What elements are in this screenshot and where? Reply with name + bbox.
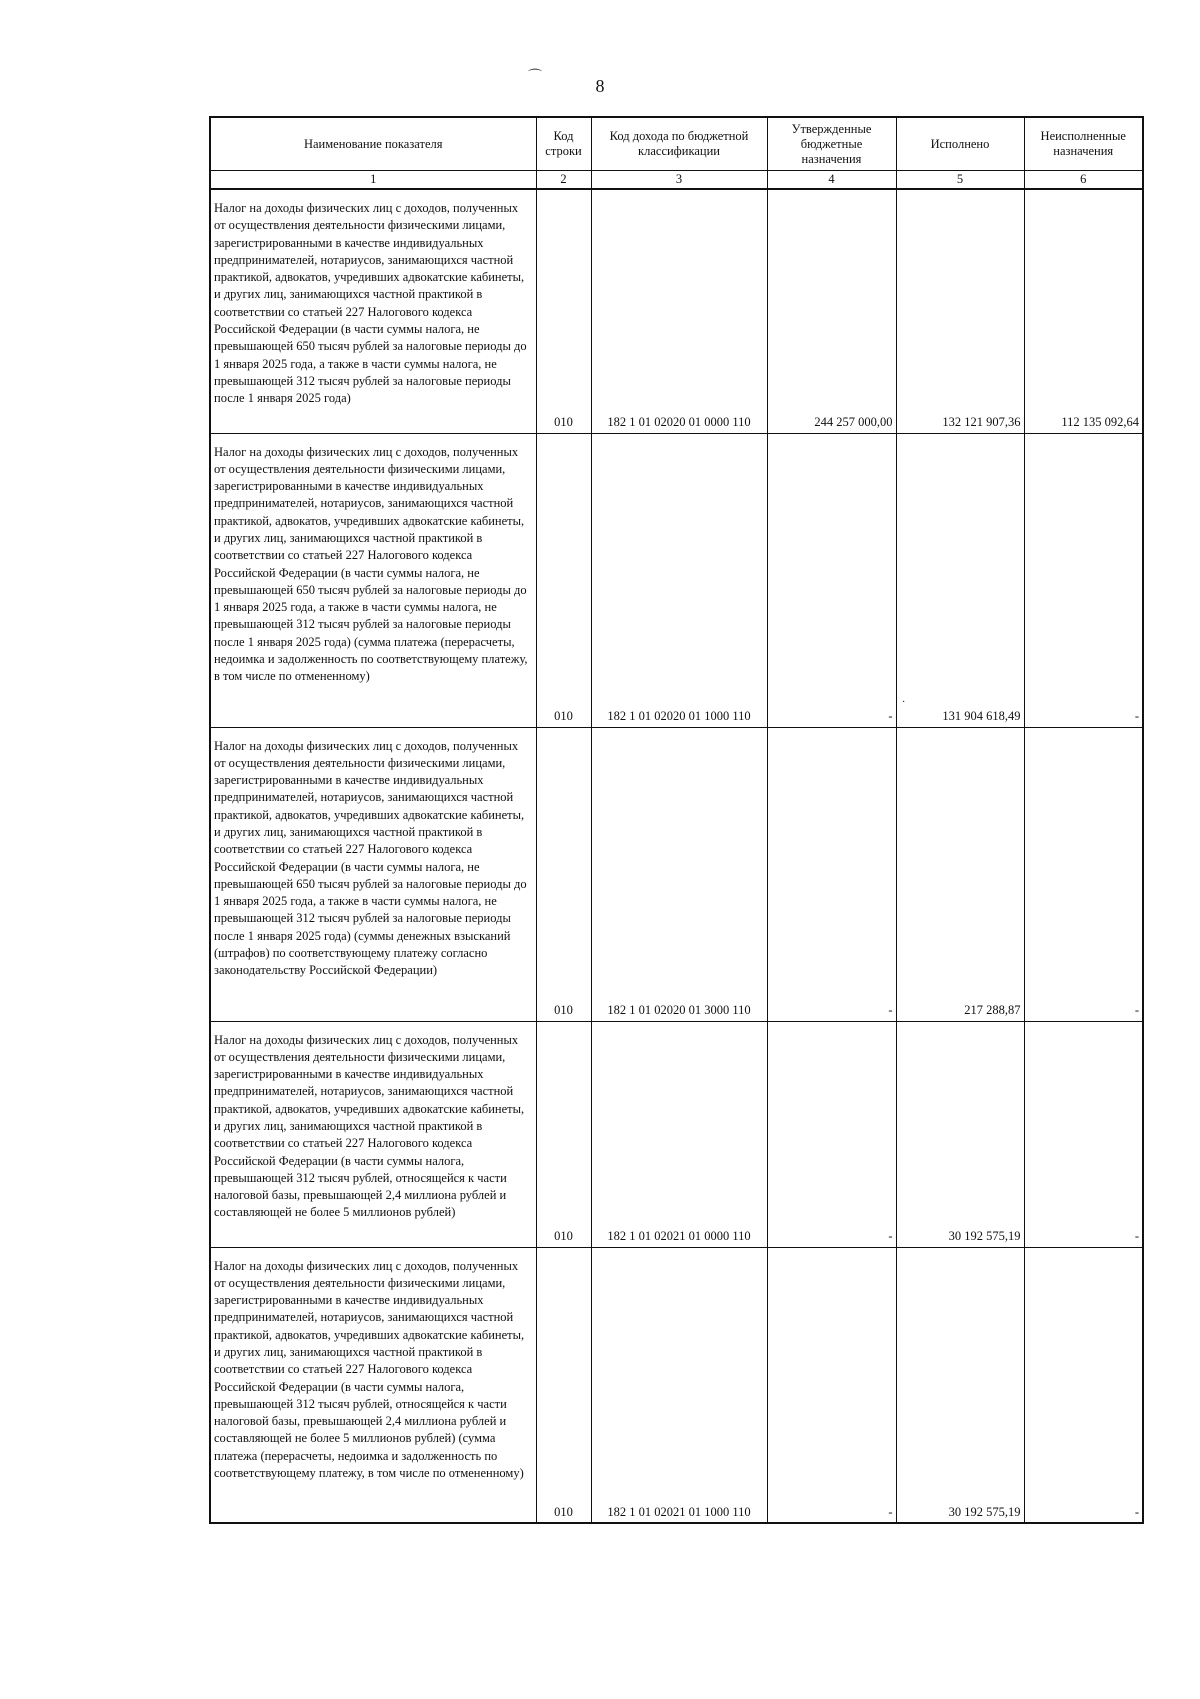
indicator-name-cell: Налог на доходы физических лиц с доходов, полученных от осуществления деятельности физическими лицами, зарегистрированными в качестве индивидуальных предпринимателей, нотариусов, занимающихся частной практикой, адвокатов, учредивших адвокатские кабинеты, и других лиц, занимающихся частной практикой в соответствии со статьей 227 Налогового кодекса Российской Федерации (в части суммы налога, не превышающей 650 тысяч рублей за налоговые периоды до 1 января 2025 года, а также в части суммы налога, не превышающей 312 тысяч рублей за налоговые периоды после 1 января 2025 года) (суммы денежных взысканий (штрафов) по соответствующему платежу согласно законодательству Российской Федерации): [210, 727, 536, 1021]
column-number: 2: [536, 171, 591, 190]
indicator-name-cell: Налог на доходы физических лиц с доходов, полученных от осуществления деятельности физическими лицами, зарегистрированными в качестве индивидуальных предпринимателей, нотариусов, занимающихся частной практикой, адвокатов, учредивших адвокатские кабинеты, и других лиц, занимающихся частной практикой в соответствии со статьей 227 Налогового кодекса Российской Федерации (в части суммы налога, превышающей 312 тысяч рублей, относящейся к части налоговой базы, превышающей 2,4 миллиона рублей и составляющей не более 5 миллионов рублей) (сумма платежа (перерасчеты, недоимка и задолженность по соответствующему платежу, в том числе по отмененному): [210, 1247, 536, 1523]
table-row: [210, 1247, 1143, 1523]
page-number: 8: [595, 76, 605, 96]
income-code-cell: 182 1 01 02020 01 0000 110: [591, 189, 767, 433]
approved-cell: -: [767, 727, 896, 1021]
executed-cell: 30 192 575,19: [896, 1247, 1024, 1523]
indicator-name-cell: Налог на доходы физических лиц с доходов, полученных от осуществления деятельности физическими лицами, зарегистрированными в качестве индивидуальных предпринимателей, нотариусов, занимающихся частной практикой, адвокатов, учредивших адвокатские кабинеты, и других лиц, занимающихся частной практикой в соответствии со статьей 227 Налогового кодекса Российской Федерации (в части суммы налога, не превышающей 650 тысяч рублей за налоговые периоды до 1 января 2025 года, а также в части суммы налога, не превышающей 312 тысяч рублей за налоговые периоды после 1 января 2025 года) (сумма платежа (перерасчеты, недоимка и задолженность по соответствующему платежу, в том числе по отмененному): [210, 433, 536, 727]
header-approved: Утвержденные бюджетные назначения: [767, 117, 896, 171]
table-row: [210, 1021, 1143, 1247]
income-code-cell: 182 1 01 02021 01 0000 110: [591, 1021, 767, 1247]
executed-cell: 131 904 618,49: [896, 433, 1024, 727]
column-number: 6: [1024, 171, 1143, 190]
line-code-cell: 010: [536, 1247, 591, 1523]
header-indicator-name: Наименование показателя: [210, 117, 536, 171]
column-number: 5: [896, 171, 1024, 190]
header-row: [210, 117, 1143, 171]
header-income-code: Код дохода по бюджетной классификации: [591, 117, 767, 171]
unexecuted-cell: -: [1024, 1021, 1143, 1247]
table-row: [210, 727, 1143, 1021]
line-code-cell: 010: [536, 189, 591, 433]
approved-cell: 244 257 000,00: [767, 189, 896, 433]
header-unexecuted: Неисполненные назначения: [1024, 117, 1143, 171]
scan-mark: ⌒: [528, 70, 542, 85]
column-number: 4: [767, 171, 896, 190]
unexecuted-cell: -: [1024, 433, 1143, 727]
income-code-cell: 182 1 01 02021 01 1000 110: [591, 1247, 767, 1523]
header-line-code: Код строки: [536, 117, 591, 171]
pen-tick-mark: ·: [902, 697, 906, 708]
approved-cell: -: [767, 1247, 896, 1523]
income-code-cell: 182 1 01 02020 01 3000 110: [591, 727, 767, 1021]
header-executed: Исполнено: [896, 117, 1024, 171]
line-code-cell: 010: [536, 1021, 591, 1247]
column-number-row: [210, 171, 1143, 190]
table-row: [210, 189, 1143, 433]
executed-cell: 30 192 575,19: [896, 1021, 1024, 1247]
income-code-cell: 182 1 01 02020 01 1000 110: [591, 433, 767, 727]
indicator-name-cell: Налог на доходы физических лиц с доходов, полученных от осуществления деятельности физическими лицами, зарегистрированными в качестве индивидуальных предпринимателей, нотариусов, занимающихся частной практикой, адвокатов, учредивших адвокатские кабинеты, и других лиц, занимающихся частной практикой в соответствии со статьей 227 Налогового кодекса Российской Федерации (в части суммы налога, не превышающей 650 тысяч рублей за налоговые периоды до 1 января 2025 года, а также в части суммы налога, не превышающей 312 тысяч рублей за налоговые периоды после 1 января 2025 года): [210, 189, 536, 433]
executed-cell: 132 121 907,36: [896, 189, 1024, 433]
executed-cell: 217 288,87: [896, 727, 1024, 1021]
unexecuted-cell: -: [1024, 727, 1143, 1021]
unexecuted-cell: 112 135 092,64: [1024, 189, 1143, 433]
indicator-name-cell: Налог на доходы физических лиц с доходов, полученных от осуществления деятельности физическими лицами, зарегистрированными в качестве индивидуальных предпринимателей, нотариусов, занимающихся частной практикой, адвокатов, учредивших адвокатские кабинеты, и других лиц, занимающихся частной практикой в соответствии со статьей 227 Налогового кодекса Российской Федерации (в части суммы налога, превышающей 312 тысяч рублей, относящейся к части налоговой базы, превышающей 2,4 миллиона рублей и составляющей не более 5 миллионов рублей): [210, 1021, 536, 1247]
column-number: 3: [591, 171, 767, 190]
line-code-cell: 010: [536, 433, 591, 727]
unexecuted-cell: -: [1024, 1247, 1143, 1523]
line-code-cell: 010: [536, 727, 591, 1021]
budget-execution-table: [209, 116, 1144, 1524]
approved-cell: -: [767, 1021, 896, 1247]
column-number: 1: [210, 171, 536, 190]
approved-cell: -: [767, 433, 896, 727]
table-row: [210, 433, 1143, 727]
